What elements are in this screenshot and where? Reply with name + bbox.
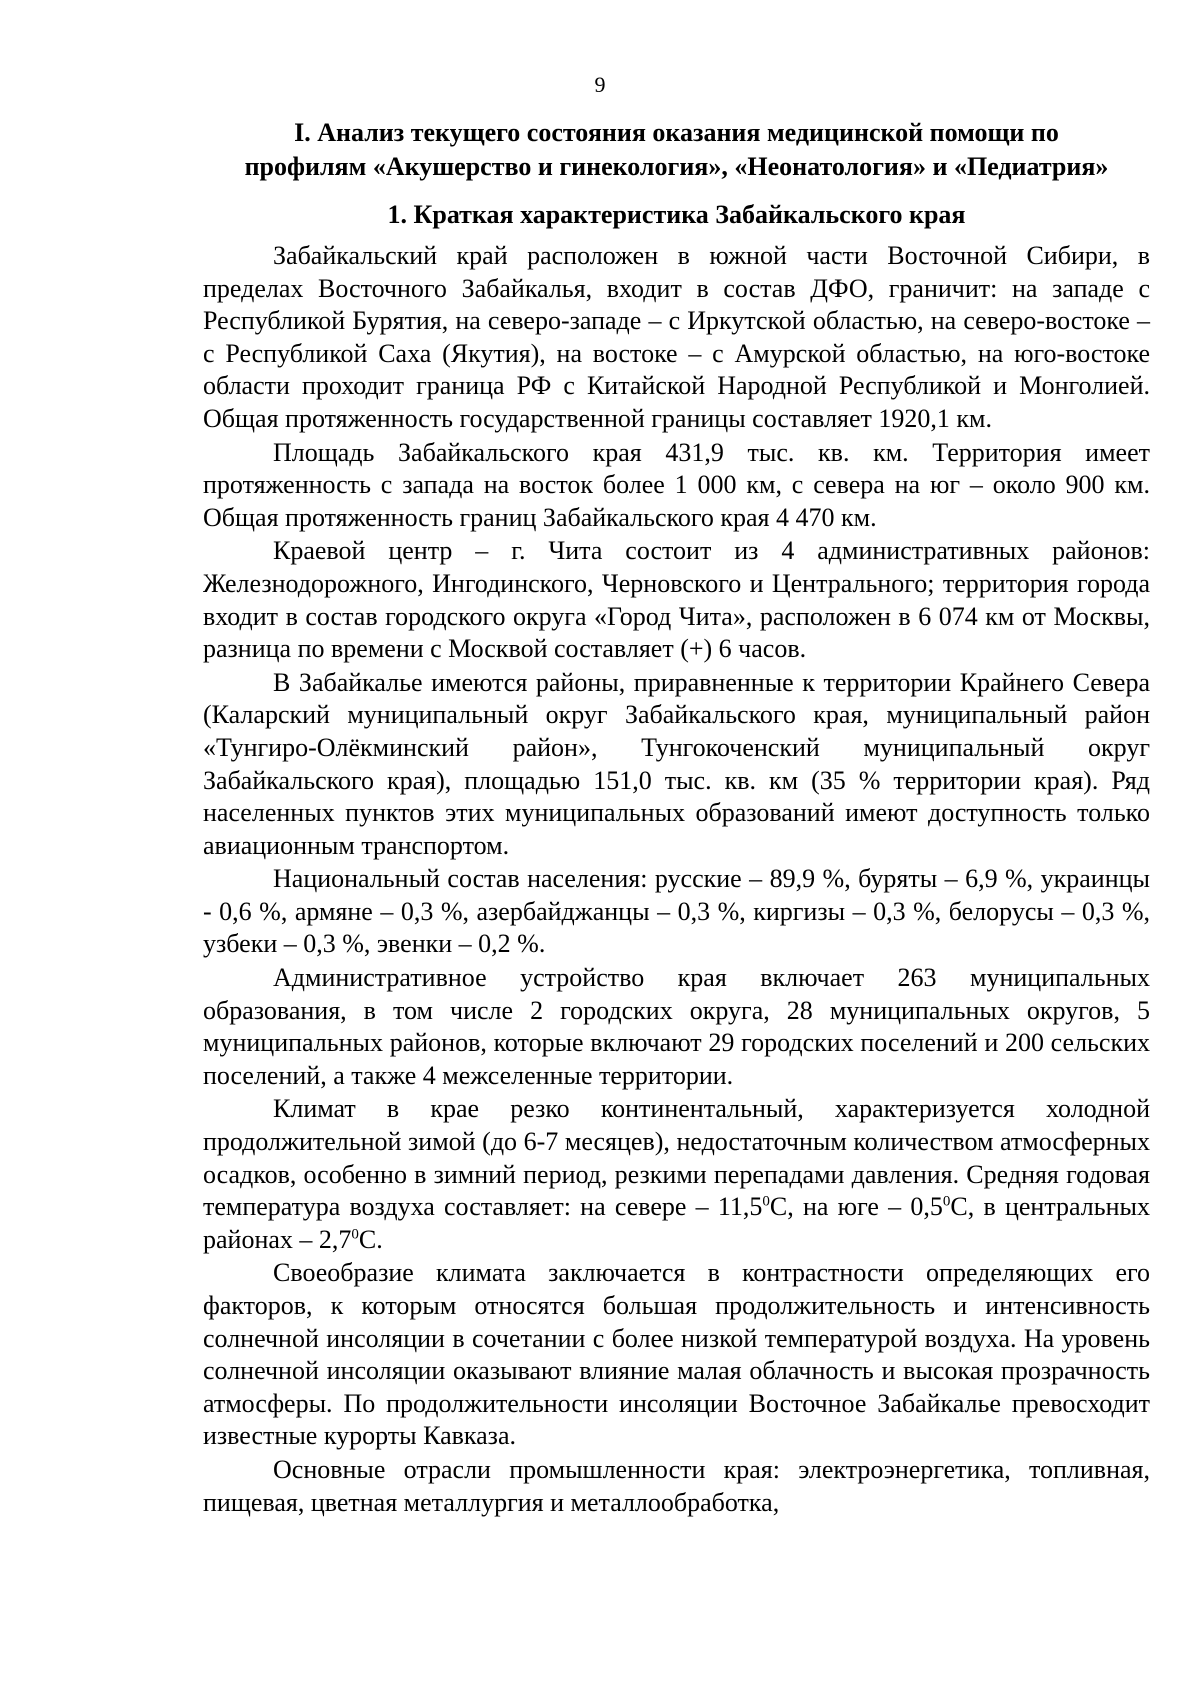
degree-mark-south: 0 <box>942 1193 951 1210</box>
page-content <box>203 116 1150 1519</box>
paragraph-industry: Основные отрасли промышленности края: электроэнергетика, топливная, пищевая, цветная металлургия и металлообработка, <box>203 1454 1150 1517</box>
page-number: 9 <box>594 72 606 97</box>
paragraph-administrative: Административное устройство края включает 263 муниципальных образования, в том числе 2 городских округа, 28 муниципальных округов, 5 муниципальных районов, которые включают 29 городских поселений и 200 сельских поселений, а также 4 межселенные территории. <box>203 963 1150 1090</box>
paragraph-regional-center: Краевой центр – г. Чита состоит из 4 административных районов: Железнодорожного, Ингодинского, Черновского и Центрального; территория города входит в состав городского округа «Город Чита», расположен в 6 074 км от Москвы, разница по времени с Москвой составляет (+) 6 часов. <box>203 536 1150 664</box>
paragraph-climate <box>203 1093 1150 1256</box>
paragraph-geography: Забайкальский край расположен в южной части Восточной Сибири, в пределах Восточного Забайкалья, входит в состав ДФО, граничит: на западе с Республикой Бурятия, на северо-западе – с Иркутской областью, на северо-востоке – с Республикой Саха (Якутия), на востоке – с Амурской областью, на юго-востоке области проходит граница РФ с Китайской Народной Республикой и Монголией. Общая протяженность государственной границы составляет 1920,1 км. <box>203 241 1150 433</box>
section-title-line-1: I. Анализ текущего состояния оказания медицинской помощи по <box>294 118 1059 147</box>
paragraph-far-north: В Забайкалье имеются районы, приравненные к территории Крайнего Севера (Каларский муниципальный округ Забайкальского края, муниципальный район «Тунгиро-Олёкминский район», Тунгокоченский муниципальный округ Забайкальского края), площадью 151,0 тыс. кв. км (35 % территории края). Ряд населенных пунктов этих муниципальных образований имеют доступность только авиационным транспортом. <box>203 667 1150 860</box>
paragraph-insolation: Своеобразие климата заключается в контрастности определяющих его факторов, к которым относятся большая продолжительность и интенсивность солнечной инсоляции в сочетании с более низкой температурой воздуха. На уровень солнечной инсоляции оказывают влияние малая облачность и высокая прозрачность атмосферы. По продолжительности инсоляции Восточное Забайкалье превосходит известные курорты Кавказа. <box>203 1258 1150 1451</box>
degree-mark-central: 0 <box>351 1226 359 1243</box>
climate-text-central: С, в центральных районах – 2,7 <box>203 1192 1150 1254</box>
climate-text-end: С. <box>358 1224 383 1254</box>
section-title-line-2: профилям «Акушерство и гинекология», «Неонатология» и «Педиатрия» <box>244 152 1109 181</box>
paragraph-area: Площадь Забайкальского края 431,9 тыс. кв. км. Территория имеет протяженность с запада на восток более 1 000 км, с севера на юг – около 900 км. Общая протяженность границ Забайкальского края 4 470 км. <box>203 437 1150 532</box>
degree-mark-north: 0 <box>762 1193 770 1210</box>
climate-text-main: Климат в крае резко континентальный, характеризуется холодной продолжительной зимой (до 6-7 месяцев), недостаточным количеством атмосферных осадков, особенно в зимний период, резкими перепадами давления. Средняя годовая температура воздуха составляет: на севере – 11,5 <box>203 1094 1150 1222</box>
climate-text-south: С, на юге – 0,5 <box>769 1192 943 1222</box>
section-title <box>203 116 1150 184</box>
subsection-title: 1. Краткая характеристика Забайкальского края <box>387 200 966 229</box>
paragraph-population: Национальный состав населения: русские – 89,9 %, буряты – 6,9 %, украинцы - 0,6 %, армяне – 0,3 %, азербайджанцы – 0,3 %, киргизы – 0,3 %, белорусы – 0,3 %, узбеки – 0,3 %, эвенки – 0,2 %. <box>203 864 1150 959</box>
